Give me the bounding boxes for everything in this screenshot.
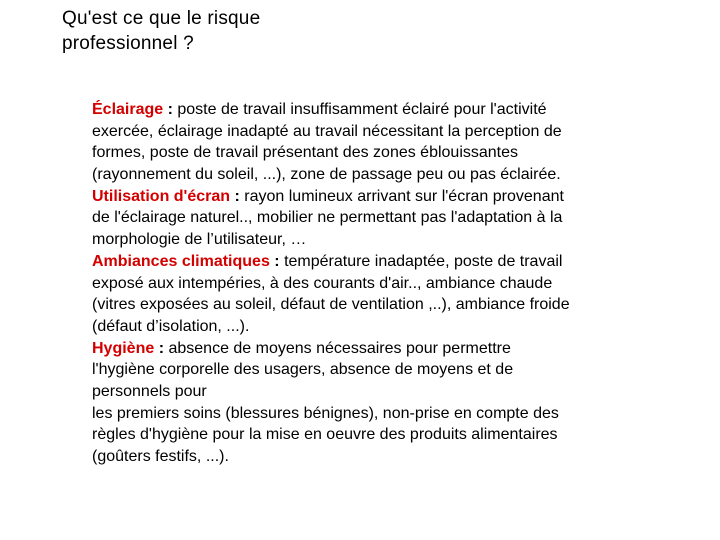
section-hygiene-line	[92, 338, 652, 360]
text-line: poste de travail insuffisamment éclairé pour l'activité	[177, 101, 547, 118]
slide-title	[62, 6, 422, 56]
text-line: (rayonnement du soleil, ...), zone de passage peu ou pas éclairée.	[92, 166, 561, 184]
text-line: de l'éclairage naturel.., mobilier ne permettant pas l'adaptation à la	[92, 209, 563, 227]
text-line: personnels pour	[92, 382, 207, 400]
text-line: morphologie de l’utilisateur, …	[92, 231, 307, 249]
title-line: Qu'est ce que le risque	[62, 8, 261, 29]
term-eclairage: Éclairage	[92, 101, 164, 118]
text-line: (défaut d’isolation, ...).	[92, 317, 250, 335]
term-separator: :	[230, 187, 245, 205]
text-line: rayon lumineux arrivant sur l'écran provenant	[244, 187, 564, 205]
section-eclairage-line	[92, 99, 652, 121]
text-line: exercée, éclairage inadapté au travail nécessitant la perception de	[92, 122, 562, 140]
text-line: température inadaptée, poste de travail	[284, 252, 563, 270]
slide-body	[92, 99, 652, 468]
text-line: règles d'hygiène pour la mise en oeuvre des produits alimentaires	[92, 426, 558, 444]
term-separator: :	[269, 252, 285, 270]
text-line: (vitres exposées au soleil, défaut de ventilation ,..), ambiance froide	[92, 296, 570, 314]
text-line: l'hygiène corporelle des usagers, absence de moyens et de	[92, 361, 514, 379]
term-separator: :	[163, 101, 178, 118]
term-ambiances-climatiques: Ambiances climatiques	[92, 252, 270, 270]
text-line: (goûters festifs, ...).	[92, 448, 229, 465]
title-line: professionnel ?	[62, 33, 194, 54]
section-ecran-line	[92, 186, 652, 208]
term-hygiene: Hygiène	[92, 339, 155, 357]
text-line: les premiers soins (blessures bénignes), non-prise en compte des	[92, 404, 559, 422]
text-line: formes, poste de travail présentant des zones éblouissantes	[92, 144, 519, 162]
text-line: exposé aux intempéries, à des courants d'air.., ambiance chaude	[92, 274, 553, 292]
section-ambiances-line	[92, 251, 652, 273]
text-line: absence de moyens nécessaires pour permettre	[168, 339, 511, 357]
term-separator: :	[154, 339, 169, 357]
term-utilisation-ecran: Utilisation d'écran	[92, 187, 231, 205]
